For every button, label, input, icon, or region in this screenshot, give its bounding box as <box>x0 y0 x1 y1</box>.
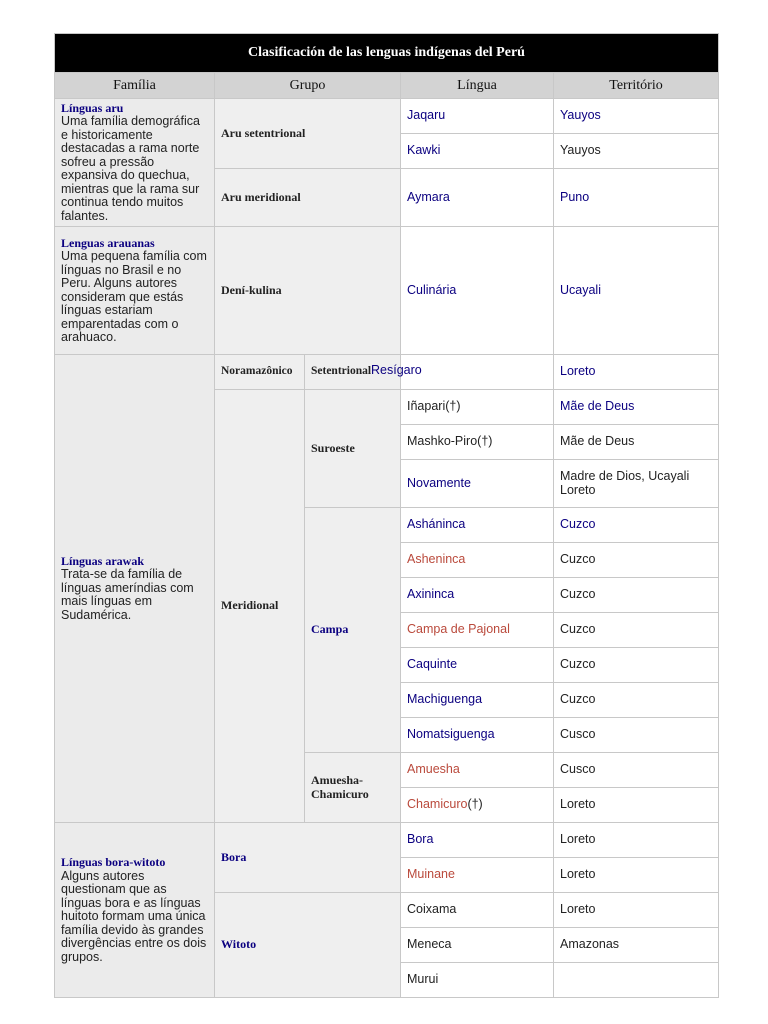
header-territorio: Território <box>554 73 719 99</box>
language-text: Iñapari(†) <box>401 390 554 425</box>
territory-link[interactable]: Mãe de Deus <box>560 399 635 414</box>
language-link-missing[interactable]: Chamicuro <box>407 797 468 812</box>
language-link[interactable]: Machiguenga <box>407 692 483 707</box>
family-desc-arawak: Trata-se da família de línguas ameríndias com mais línguas em Sudamérica. <box>61 567 194 622</box>
territory-text: Loreto <box>554 823 719 858</box>
territory-text: Cuzco <box>554 543 719 578</box>
header-familia: Família <box>55 73 215 99</box>
language-link-missing[interactable]: Amuesha <box>407 762 460 777</box>
group-setentrional: Setentrional <box>305 355 401 390</box>
territory-text: Cuzco <box>554 578 719 613</box>
language-text: Meneca <box>401 928 554 963</box>
territory-link[interactable]: Puno <box>560 189 590 204</box>
territory-link[interactable]: Ucayali <box>560 282 601 297</box>
language-text: Mashko-Piro(†) <box>401 425 554 460</box>
table-row <box>55 99 719 134</box>
language-text: Murui <box>401 963 554 998</box>
family-cell-bora-witoto <box>55 823 215 998</box>
family-link-arauanas[interactable]: Lenguas arauanas <box>61 235 155 250</box>
territory-text: Amazonas <box>554 928 719 963</box>
language-link[interactable]: Bora <box>407 832 434 847</box>
table-row <box>55 823 719 858</box>
family-link-aru[interactable]: Línguas aru <box>61 100 124 115</box>
group-deni-kulina: Dení-kulina <box>215 227 401 355</box>
family-desc-bora-witoto: Alguns autores questionam que as línguas bora e as línguas huitoto formam uma única família devido às grandes divergências entre os dois grupos. <box>61 868 207 964</box>
group-suroeste: Suroeste <box>305 390 401 508</box>
header-row <box>55 73 719 99</box>
group-noramazonico: Noramazônico <box>215 355 305 390</box>
family-cell-arauanas <box>55 227 215 355</box>
group-meridional: Meridional <box>215 390 305 823</box>
group-aru-setentrional: Aru setentrional <box>215 99 401 169</box>
language-link[interactable]: Novamente <box>407 475 471 490</box>
table-row <box>55 355 719 390</box>
territory-text: Loreto <box>554 858 719 893</box>
extinct-marker: (†) <box>467 797 483 812</box>
language-text: Coixama <box>401 893 554 928</box>
family-cell-aru <box>55 99 215 227</box>
group-witoto[interactable]: Witoto <box>215 893 401 998</box>
territory-text: Yauyos <box>554 134 719 169</box>
language-link-missing[interactable]: Asheninca <box>407 552 466 567</box>
title-row <box>55 34 719 73</box>
territory-link[interactable]: Loreto <box>560 364 596 379</box>
territory-text: Cusco <box>554 753 719 788</box>
group-bora[interactable]: Bora <box>215 823 401 893</box>
group-amuesha-chamicuro: Amuesha-Chamicuro <box>305 753 401 823</box>
language-link-missing[interactable]: Muinane <box>407 867 455 882</box>
territory-link[interactable]: Yauyos <box>560 108 601 123</box>
territory-text: Cuzco <box>554 613 719 648</box>
language-link[interactable]: Axininca <box>407 587 455 602</box>
family-link-bora-witoto[interactable]: Línguas bora-witoto <box>61 855 166 869</box>
languages-table <box>54 33 719 998</box>
family-desc-arauanas: Uma pequena família com línguas no Brasil e no Peru. Alguns autores consideram que estás línguas estariam emparentadas com o arahuaco. <box>61 249 207 344</box>
language-link[interactable]: Aymara <box>407 189 450 204</box>
family-desc-aru: Uma família demográfica e historicamente destacadas a rama norte sofreu a pressão expansiva do quechua, mientras que la rama sur continua tendo muitos falantes. <box>61 114 200 223</box>
language-link[interactable]: Caquinte <box>407 657 458 672</box>
header-grupo: Grupo <box>215 73 401 99</box>
territory-text: Madre de Dios, Ucayali Loreto <box>554 460 719 508</box>
language-link[interactable]: Kawki <box>407 143 441 158</box>
family-cell-arawak <box>55 355 215 823</box>
language-link-missing[interactable]: Campa de Pajonal <box>407 622 510 637</box>
group-aru-meridional: Aru meridional <box>215 169 401 227</box>
territory-text: Loreto <box>554 788 719 823</box>
language-link[interactable]: Jaqaru <box>407 108 446 123</box>
territory-text: Mãe de Deus <box>554 425 719 460</box>
territory-link[interactable]: Cuzco <box>560 517 596 532</box>
territory-text: Loreto <box>554 893 719 928</box>
language-link[interactable]: Culinária <box>407 282 457 297</box>
language-link[interactable]: Asháninca <box>407 517 466 532</box>
territory-text: Cuzco <box>554 648 719 683</box>
territory-text <box>554 963 719 998</box>
family-link-arawak[interactable]: Línguas arawak <box>61 553 145 568</box>
language-link[interactable]: Resígaro <box>371 363 422 377</box>
language-link[interactable]: Nomatsiguenga <box>407 727 495 742</box>
territory-text: Cuzco <box>554 683 719 718</box>
table-row <box>55 227 719 355</box>
group-campa[interactable]: Campa <box>305 508 401 753</box>
territory-text: Cusco <box>554 718 719 753</box>
table-title: Clasificación de las lenguas indígenas del Perú <box>55 34 719 73</box>
header-lingua: Língua <box>401 73 554 99</box>
